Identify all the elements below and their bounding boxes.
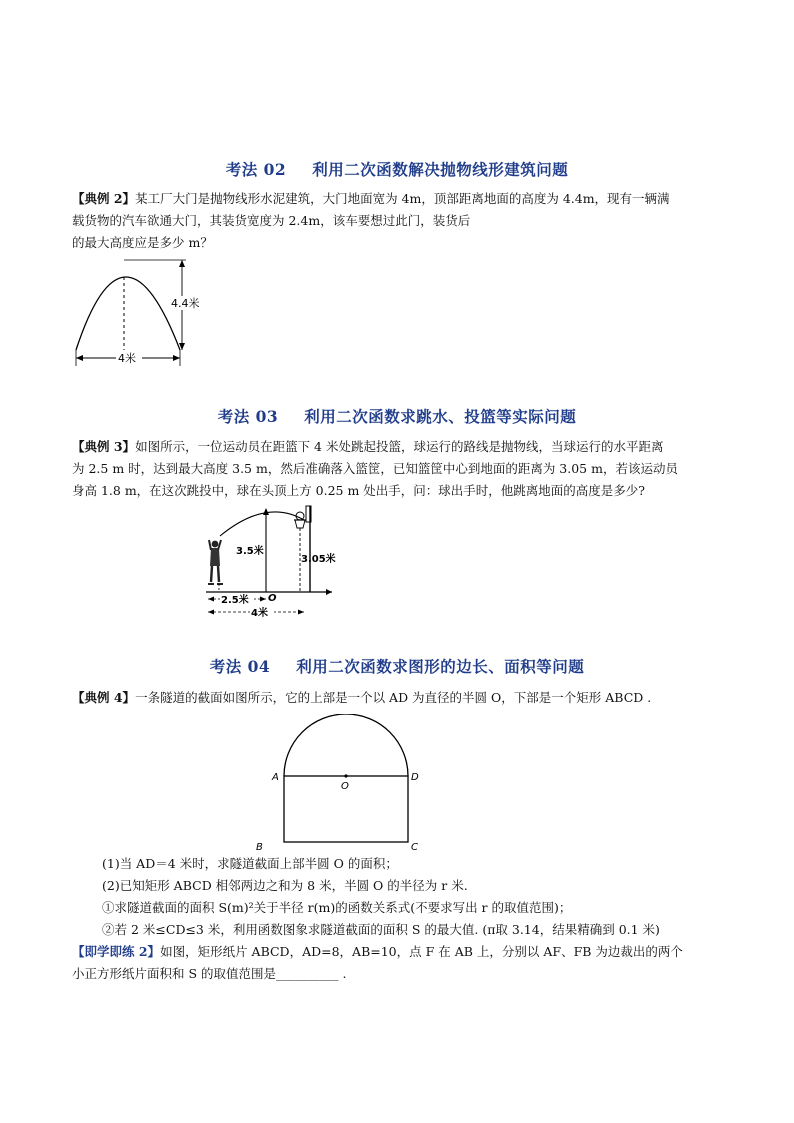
origin-label: O	[268, 593, 277, 604]
height-label: 4.4米	[171, 297, 200, 310]
section2-heading	[0, 158, 794, 180]
section2-heading-num: 考法 02	[225, 160, 287, 179]
section3-problem	[72, 436, 724, 502]
section2-heading-title: 利用二次函数解决抛物线形建筑问题	[312, 160, 569, 179]
question-2b: ②若 2 米≤CD≤3 米，利用函数图象求隧道截面的面积 S 的最大值. (π取 3.14，结果精确到 0.1 米)	[102, 922, 660, 937]
width-label: 4米	[118, 352, 136, 365]
problem-line: 某工厂大门是抛物线形水泥建筑，大门地面宽为 4m，顶部距离地面的高度为 4.4m，现有一辆满	[135, 191, 670, 206]
arrow-right-icon	[260, 597, 266, 602]
problem-line: 身高 1.8 m，在这次跳投中，球在头顶上方 0.25 m 处出手，问：球出手时，他跳离地面的高度是多少?	[72, 483, 645, 498]
parabola-gate-figure	[68, 254, 218, 374]
section4-heading-num: 考法 04	[209, 657, 271, 676]
arrow-right-icon	[173, 355, 180, 361]
section4-questions	[72, 853, 724, 985]
parabola-curve	[76, 277, 180, 350]
arrow-left-icon	[208, 610, 214, 615]
practice-tag: 【即学即练 2】	[72, 944, 161, 959]
problem-line: 的最大高度应是多少 m？	[72, 235, 213, 250]
label-c: C	[411, 842, 418, 853]
question-1: (1)当 AD＝4 米时，求隧道截面上部半圆 O 的面积；	[102, 856, 398, 871]
example-tag: 【典例 3】	[72, 439, 136, 454]
example-tag: 【典例 2】	[72, 191, 136, 206]
section4-heading	[0, 655, 794, 677]
ball-trajectory	[220, 512, 304, 536]
label-b: B	[256, 842, 263, 853]
distance-label: 4米	[251, 608, 268, 619]
basketball-hoop-icon	[294, 506, 311, 592]
arrow-up-icon	[179, 260, 185, 267]
label-d: D	[411, 772, 419, 783]
section4-problem	[72, 687, 724, 709]
problem-line: 如图所示，一位运动员在距篮下 4 米处跳起投篮，球运行的路线是抛物线，当球运行的水平距离	[135, 439, 664, 454]
label-o: O	[341, 781, 349, 792]
arrow-right-icon	[298, 610, 304, 615]
question-2a: ①求隧道截面的面积 S(m)²关于半径 r(m)的函数关系式(不要求写出 r 的取值范围)；	[102, 900, 572, 915]
question-2: (2)已知矩形 ABCD 相邻两边之和为 8 米，半圆 O 的半径为 r 米.	[102, 878, 468, 893]
section2-problem	[72, 188, 724, 254]
section3-heading-num: 考法 03	[217, 407, 279, 426]
section3-heading-title: 利用二次函数求跳水、投篮等实际问题	[304, 407, 577, 426]
arrow-left-icon	[76, 355, 83, 361]
arrow-up-icon	[263, 508, 269, 515]
semicircle-arc	[284, 714, 408, 776]
problem-line: 为 2.5 m 时，达到最大高度 3.5 m，然后准确落入篮筐，已知篮筐中心到地面的距离为 3.05 m，若该运动员	[72, 461, 678, 476]
hoop-height-label: 3.05米	[301, 554, 336, 565]
problem-line: 载货物的汽车欲通大门，其装货宽度为 2.4m，该车要想过此门，装货后	[72, 213, 471, 228]
section3-heading	[0, 405, 794, 427]
example-tag: 【典例 4】	[72, 690, 136, 705]
practice-line: 小正方形纸片面积和 S 的取值范围是__________ .	[72, 966, 347, 981]
center-point	[344, 774, 347, 777]
problem-line: 一条隧道的截面如图所示，它的上部是一个以 AD 为直径的半圆 O，下部是一个矩形 ABCD .	[135, 690, 652, 705]
tunnel-figure	[250, 714, 430, 854]
max-height-label: 3.5米	[236, 546, 264, 557]
arrow-right-icon	[326, 589, 332, 595]
basketball-figure	[200, 500, 340, 625]
player-icon	[208, 540, 223, 584]
section4-heading-title: 利用二次函数求图形的边长、面积等问题	[296, 657, 585, 676]
practice-line: 如图，矩形纸片 ABCD，AD=8，AB=10，点 F 在 AB 上，分别以 AF、FB 为边裁出的两个	[160, 944, 683, 959]
arrow-left-icon	[208, 597, 214, 602]
label-a: A	[272, 772, 279, 783]
half-distance-label: 2.5米	[221, 595, 249, 606]
